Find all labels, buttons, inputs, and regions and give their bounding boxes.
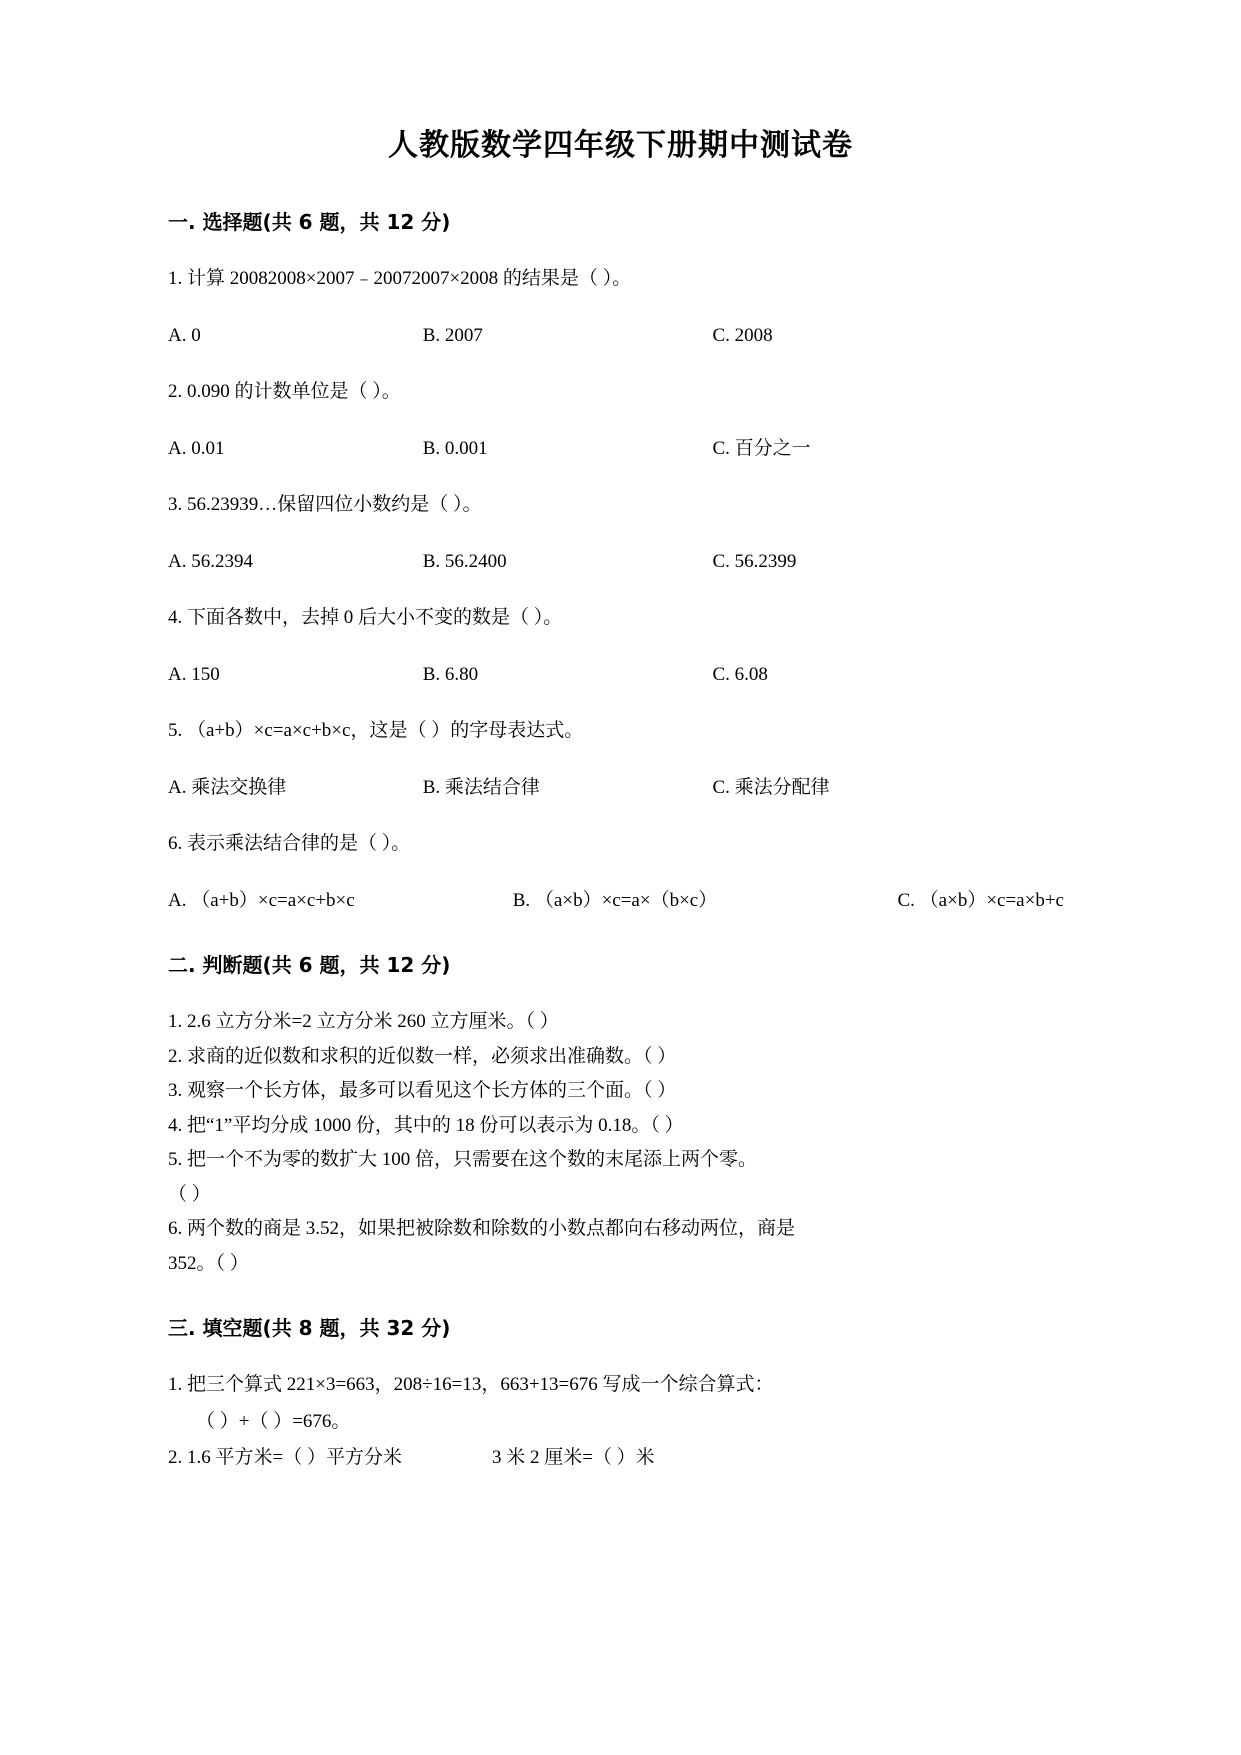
- statement-item: 1. 2.6 立方分米=2 立方分米 260 立方厘米。（ ）: [168, 1011, 559, 1032]
- option-row: [168, 661, 1073, 690]
- option-row: [168, 548, 1073, 577]
- option-row: [168, 435, 1073, 464]
- question-text: 1. 计算 20082008×2007﹣20072007×2008 的结果是（ ）。: [168, 268, 632, 289]
- option-b[interactable]: B. 6.80: [422, 663, 479, 685]
- option-a[interactable]: A. 56.2394: [168, 550, 253, 572]
- option-c[interactable]: C. 6.08: [712, 663, 768, 685]
- fill-item-text-second[interactable]: 3 米 2 厘米=（ ）米: [491, 1447, 655, 1468]
- option-a[interactable]: A. 乘法交换律: [168, 776, 287, 798]
- option-a[interactable]: A. 150: [168, 663, 220, 685]
- option-row: [168, 322, 1073, 351]
- statement-item-continuation: （ ）: [168, 1183, 211, 1205]
- option-c[interactable]: C. 百分之一: [712, 437, 811, 459]
- option-row: [168, 774, 1073, 803]
- page-title: 人教版数学四年级下册期中测试卷: [388, 128, 853, 163]
- option-a[interactable]: A. 0: [168, 324, 201, 346]
- option-c[interactable]: C. 56.2399: [712, 550, 797, 572]
- fill-item-text[interactable]: 2. 1.6 平方米=（ ）平方分米: [168, 1447, 402, 1468]
- option-b[interactable]: B. 0.001: [422, 437, 488, 459]
- option-c[interactable]: C. 乘法分配律: [712, 776, 830, 798]
- option-b[interactable]: B. （a×b）×c=a×（b×c）: [512, 889, 718, 911]
- statement-item: 3. 观察一个长方体，最多可以看见这个长方体的三个面。（ ）: [168, 1080, 677, 1101]
- option-b[interactable]: B. 乘法结合律: [422, 776, 540, 798]
- option-c[interactable]: C. 2008: [712, 324, 773, 346]
- statement-item: 4. 把“1”平均分成 1000 份，其中的 18 份可以表示为 0.18。（ ）: [168, 1114, 684, 1136]
- section-heading: 一. 选择题(共 6 题，共 12 分): [168, 210, 451, 234]
- statement-item: 2. 求商的近似数和求积的近似数一样，必须求出准确数。（ ）: [168, 1045, 677, 1067]
- question-text: 5. （a+b）×c=a×c+b×c，这是（ ）的字母表达式。: [168, 720, 584, 741]
- section-true-false: [168, 949, 1073, 1278]
- question-text: 4. 下面各数中，去掉 0 后大小不变的数是（ ）。: [168, 607, 563, 628]
- statement-item: 6. 两个数的商是 3.52，如果把被除数和除数的小数点都向右移动两位，商是: [168, 1218, 796, 1239]
- option-row: [168, 887, 1073, 916]
- section-heading: 三. 填空题(共 8 题，共 32 分): [168, 1316, 451, 1340]
- fill-item-text[interactable]: （ ）+（ ）=676。: [196, 1410, 351, 1432]
- statement-item-continuation: 352。（ ）: [168, 1252, 249, 1274]
- option-b[interactable]: B. 56.2400: [422, 550, 507, 572]
- fill-item: 1. 把三个算式 221×3=663，208÷16=13，663+13=676 写成一个综合算式：: [168, 1374, 774, 1395]
- question-text: 3. 56.23939…保留四位小数约是（ ）。: [168, 494, 482, 515]
- section-heading: 二. 判断题(共 6 题，共 12 分): [168, 953, 451, 977]
- fill-item: [168, 1444, 1073, 1473]
- question-text: 2. 0.090 的计数单位是（ ）。: [168, 381, 401, 402]
- option-c[interactable]: C. （a×b）×c=a×b+c: [897, 889, 1064, 911]
- section-multiple-choice: [168, 206, 1073, 915]
- section-fill-blanks: [168, 1312, 1073, 1473]
- fill-item-continuation: [168, 1408, 1073, 1437]
- statement-item: 5. 把一个不为零的数扩大 100 倍，只需要在这个数的末尾添上两个零。: [168, 1149, 758, 1170]
- option-a[interactable]: A. （a+b）×c=a×c+b×c: [168, 889, 355, 911]
- option-b[interactable]: B. 2007: [422, 324, 483, 346]
- question-text: 6. 表示乘法结合律的是（ ）。: [168, 833, 411, 854]
- option-a[interactable]: A. 0.01: [168, 437, 225, 459]
